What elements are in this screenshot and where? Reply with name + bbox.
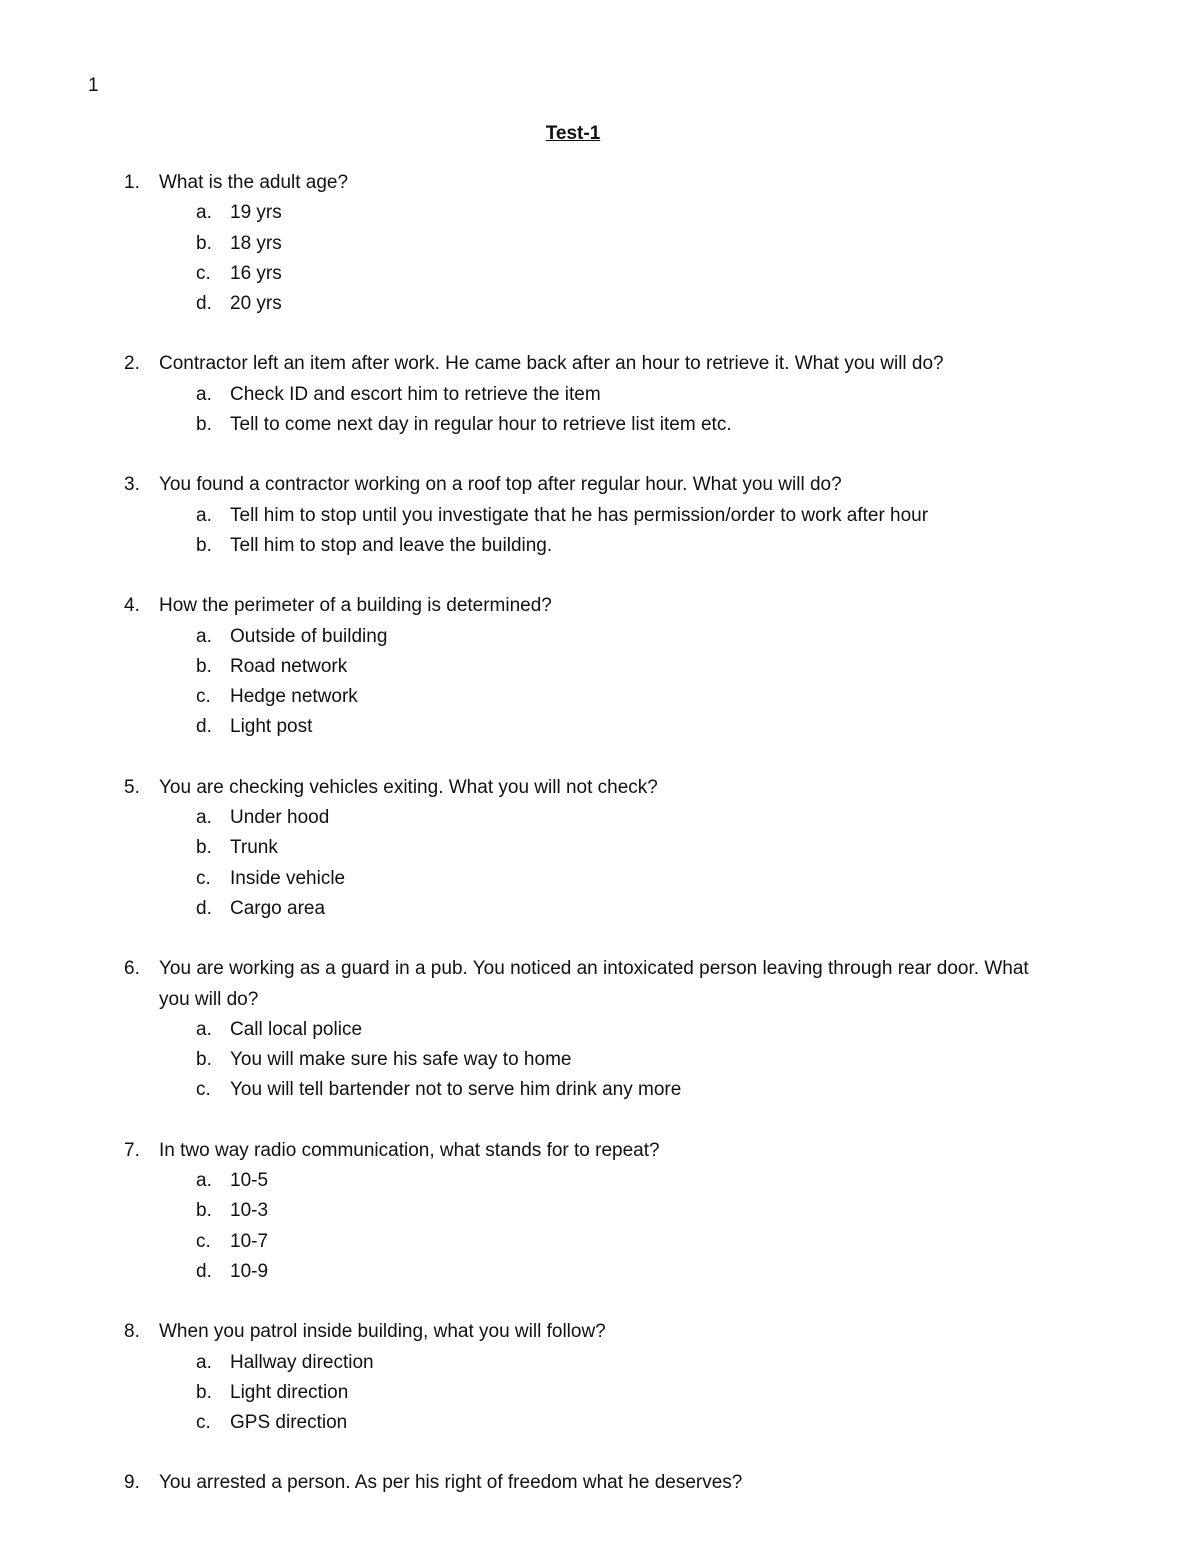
option-text: 10-5 bbox=[230, 1170, 269, 1192]
option-letter: a. bbox=[196, 1170, 212, 1192]
question-stem bbox=[0, 171, 1200, 201]
question-list bbox=[0, 171, 1200, 1532]
question-3 bbox=[0, 473, 1200, 564]
question-text: When you patrol inside building, what you will follow? bbox=[159, 1321, 606, 1343]
answer-option bbox=[0, 383, 1200, 413]
option-text: You will make sure his safe way to home bbox=[230, 1049, 572, 1071]
option-text: Trunk bbox=[230, 837, 278, 859]
option-letter: b. bbox=[196, 534, 212, 556]
answer-option bbox=[0, 1018, 1200, 1048]
question-text: How the perimeter of a building is determined? bbox=[159, 595, 552, 617]
answer-option bbox=[0, 867, 1200, 897]
question-stem bbox=[0, 957, 1200, 1018]
option-text: 16 yrs bbox=[230, 262, 282, 284]
question-text: Contractor left an item after work. He came back after an hour to retrieve it. What you will do? bbox=[159, 353, 944, 375]
answer-option bbox=[0, 413, 1200, 443]
option-text: Hallway direction bbox=[230, 1351, 374, 1373]
question-stem bbox=[0, 1139, 1200, 1169]
question-number: 1. bbox=[124, 172, 140, 193]
option-letter: a. bbox=[196, 807, 212, 829]
option-letter: c. bbox=[196, 686, 211, 708]
question-stem bbox=[0, 1471, 1200, 1501]
option-text: Light post bbox=[230, 716, 313, 738]
option-letter: b. bbox=[196, 232, 212, 254]
question-text: In two way radio communication, what stands for to repeat? bbox=[159, 1139, 660, 1161]
question-number: 9. bbox=[124, 1472, 140, 1494]
option-letter: c. bbox=[196, 867, 211, 889]
option-text: 10-7 bbox=[230, 1230, 269, 1252]
option-text: Tell him to stop and leave the building. bbox=[230, 534, 553, 556]
option-text: You will tell bartender not to serve him drink any more bbox=[230, 1079, 682, 1101]
answer-option bbox=[0, 1078, 1200, 1108]
option-text: Check ID and escort him to retrieve the item bbox=[230, 383, 601, 405]
option-text: Cargo area bbox=[230, 897, 326, 919]
answer-option bbox=[0, 897, 1200, 927]
answer-option bbox=[0, 625, 1200, 655]
question-stem bbox=[0, 1320, 1200, 1350]
question-number: 2. bbox=[124, 353, 140, 375]
question-stem bbox=[0, 594, 1200, 624]
option-text: 10-3 bbox=[230, 1200, 269, 1222]
option-letter: c. bbox=[196, 262, 211, 284]
answer-option bbox=[0, 534, 1200, 564]
question-7 bbox=[0, 1139, 1200, 1290]
answer-option bbox=[0, 201, 1200, 231]
option-text: 20 yrs bbox=[230, 293, 282, 315]
answer-option bbox=[0, 715, 1200, 745]
option-text: Outside of building bbox=[230, 625, 388, 647]
answer-option bbox=[0, 806, 1200, 836]
option-letter: a. bbox=[196, 625, 212, 647]
option-letter: a. bbox=[196, 504, 212, 526]
question-number: 5. bbox=[124, 776, 140, 798]
answer-option bbox=[0, 1411, 1200, 1441]
option-letter: b. bbox=[196, 414, 212, 436]
option-text: 18 yrs bbox=[230, 232, 282, 254]
option-letter: c. bbox=[196, 1079, 211, 1101]
question-9 bbox=[0, 1471, 1200, 1501]
option-letter: d. bbox=[196, 897, 212, 919]
option-letter: d. bbox=[196, 1260, 212, 1282]
answer-option bbox=[0, 1351, 1200, 1381]
question-2 bbox=[0, 352, 1200, 443]
page-number: 1 bbox=[88, 75, 99, 96]
option-text: Inside vehicle bbox=[230, 867, 346, 889]
question-text: You found a contractor working on a roof top after regular hour. What you will do? bbox=[159, 474, 842, 496]
answer-option bbox=[0, 1381, 1200, 1411]
option-text: Call local police bbox=[230, 1018, 363, 1040]
option-letter: a. bbox=[196, 202, 212, 224]
answer-option bbox=[0, 262, 1200, 292]
question-number: 8. bbox=[124, 1321, 140, 1343]
question-6 bbox=[0, 957, 1200, 1108]
option-letter: c. bbox=[196, 1230, 211, 1252]
question-stem bbox=[0, 473, 1200, 503]
answer-option bbox=[0, 1230, 1200, 1260]
option-letter: d. bbox=[196, 293, 212, 315]
document-title: Test-1 bbox=[545, 123, 601, 144]
option-letter: a. bbox=[196, 1018, 212, 1040]
option-letter: c. bbox=[196, 1412, 211, 1434]
option-letter: b. bbox=[196, 655, 212, 677]
question-8 bbox=[0, 1320, 1200, 1441]
question-stem bbox=[0, 776, 1200, 806]
question-number: 7. bbox=[124, 1139, 140, 1161]
option-letter: d. bbox=[196, 716, 212, 738]
question-stem bbox=[0, 352, 1200, 382]
option-text: Under hood bbox=[230, 807, 330, 829]
option-text: Tell to come next day in regular hour to retrieve list item etc. bbox=[230, 414, 732, 436]
option-text: 10-9 bbox=[230, 1260, 269, 1282]
option-letter: b. bbox=[196, 1200, 212, 1222]
question-text: What is the adult age? bbox=[159, 172, 349, 193]
option-letter: a. bbox=[196, 1351, 212, 1373]
answer-option bbox=[0, 1199, 1200, 1229]
answer-option bbox=[0, 232, 1200, 262]
option-letter: b. bbox=[196, 837, 212, 859]
option-text: Tell him to stop until you investigate that he has permission/order to work after hour bbox=[230, 504, 929, 526]
question-text: You are working as a guard in a pub. You noticed an intoxicated person leaving through rear door. What you will do? bbox=[159, 958, 1029, 1010]
question-text: You arrested a person. As per his right of freedom what he deserves? bbox=[159, 1472, 743, 1494]
option-text: GPS direction bbox=[230, 1412, 348, 1434]
question-5 bbox=[0, 776, 1200, 927]
option-text: Light direction bbox=[230, 1381, 349, 1403]
question-text: You are checking vehicles exiting. What you will not check? bbox=[159, 776, 658, 798]
option-letter: b. bbox=[196, 1381, 212, 1403]
option-text: 19 yrs bbox=[230, 202, 282, 224]
option-letter: a. bbox=[196, 383, 212, 405]
question-number: 4. bbox=[124, 595, 140, 617]
answer-option bbox=[0, 685, 1200, 715]
question-number: 3. bbox=[124, 474, 140, 496]
option-text: Hedge network bbox=[230, 686, 358, 708]
answer-option bbox=[0, 1260, 1200, 1290]
option-letter: b. bbox=[196, 1049, 212, 1071]
question-number: 6. bbox=[124, 958, 140, 980]
answer-option bbox=[0, 836, 1200, 866]
option-text: Road network bbox=[230, 655, 348, 677]
question-1 bbox=[0, 171, 1200, 322]
answer-option bbox=[0, 504, 1200, 534]
answer-option bbox=[0, 655, 1200, 685]
answer-option bbox=[0, 292, 1200, 322]
question-4 bbox=[0, 594, 1200, 745]
answer-option bbox=[0, 1048, 1200, 1078]
answer-option bbox=[0, 1169, 1200, 1199]
